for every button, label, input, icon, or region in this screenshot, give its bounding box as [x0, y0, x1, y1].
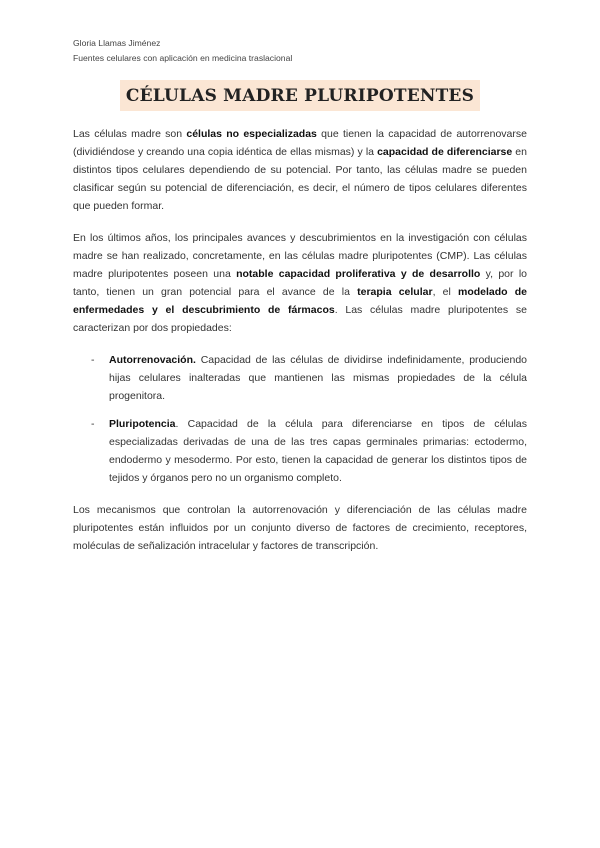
list-item-pluripotencia — [73, 415, 527, 487]
intro-text-2: que tienen la capacidad de autorrenovarse (dividiéndose y creando una copia idéntica de ellas mismas) y la — [73, 128, 527, 158]
intro-text-1: Las células madre son — [73, 128, 187, 140]
advances-text-4: . Las células madre pluripotentes se caracterizan por dos propiedades: — [73, 304, 527, 334]
intro-bold-1: células no especializadas — [186, 128, 317, 140]
item1-term: Autorrenovación. — [109, 354, 196, 366]
intro-text-3: en distintos tipos celulares dependiendo de su potencial. Por tanto, las células madre se pueden clasificar según su potencial de diferenciación, es decir, el número de tipos celulares diferentes que pueden formar. — [73, 146, 527, 212]
document-subtitle: Fuentes celulares con aplicación en medicina traslacional — [73, 53, 293, 63]
list-bullet: - — [91, 354, 95, 366]
title-container — [0, 80, 600, 111]
author-name: Gloria Llamas Jiménez — [73, 38, 161, 48]
paragraph-intro — [73, 125, 527, 215]
advances-bold-1: notable capacidad proliferativa y de desarrollo — [236, 268, 481, 280]
page-header — [73, 36, 292, 66]
advances-bold-2: terapia celular — [357, 286, 433, 298]
advances-bold-3: modelado de enfermedades y el descubrimiento de fármacos — [73, 286, 527, 316]
item2-term: Pluripotencia — [109, 418, 176, 430]
properties-list — [73, 351, 527, 487]
item1-description: Capacidad de las células de dividirse indefinidamente, produciendo hijas celulares inalteradas que mantienen las mismas propiedades de la célula progenitora. — [109, 354, 527, 402]
list-item-autorrenovacion — [73, 351, 527, 405]
page-title: CÉLULAS MADRE PLURIPOTENTES — [120, 80, 480, 111]
advances-text-1: En los últimos años, los principales avances y descubrimientos en la investigación con células madre se han realizado, concretamente, en las células madre pluripotentes (CMP). Las células madre pluripotentes poseen una — [73, 232, 527, 280]
paragraph-advances — [73, 229, 527, 337]
document-body — [73, 125, 527, 569]
advances-text-2: y, por lo tanto, tienen un gran potencial para el avance de la — [73, 268, 527, 298]
paragraph-mechanisms: Los mecanismos que controlan la autorrenovación y diferenciación de las células madre pluripotentes están influidos por un conjunto diverso de factores de crecimiento, receptores, moléculas de señalización intracelular y factores de transcripción. — [73, 504, 527, 552]
list-bullet: - — [91, 418, 95, 430]
intro-bold-2: capacidad de diferenciarse — [377, 146, 513, 158]
item2-description: . Capacidad de la célula para diferenciarse en tipos de células especializadas derivadas de una de las tres capas germinales primarias: ectodermo, endodermo y mesodermo. Por esto, tienen la capacidad de generar los distintos tipos de tejidos y órganos pero no un organismo completo. — [109, 418, 527, 484]
advances-text-3: , el — [432, 286, 458, 298]
